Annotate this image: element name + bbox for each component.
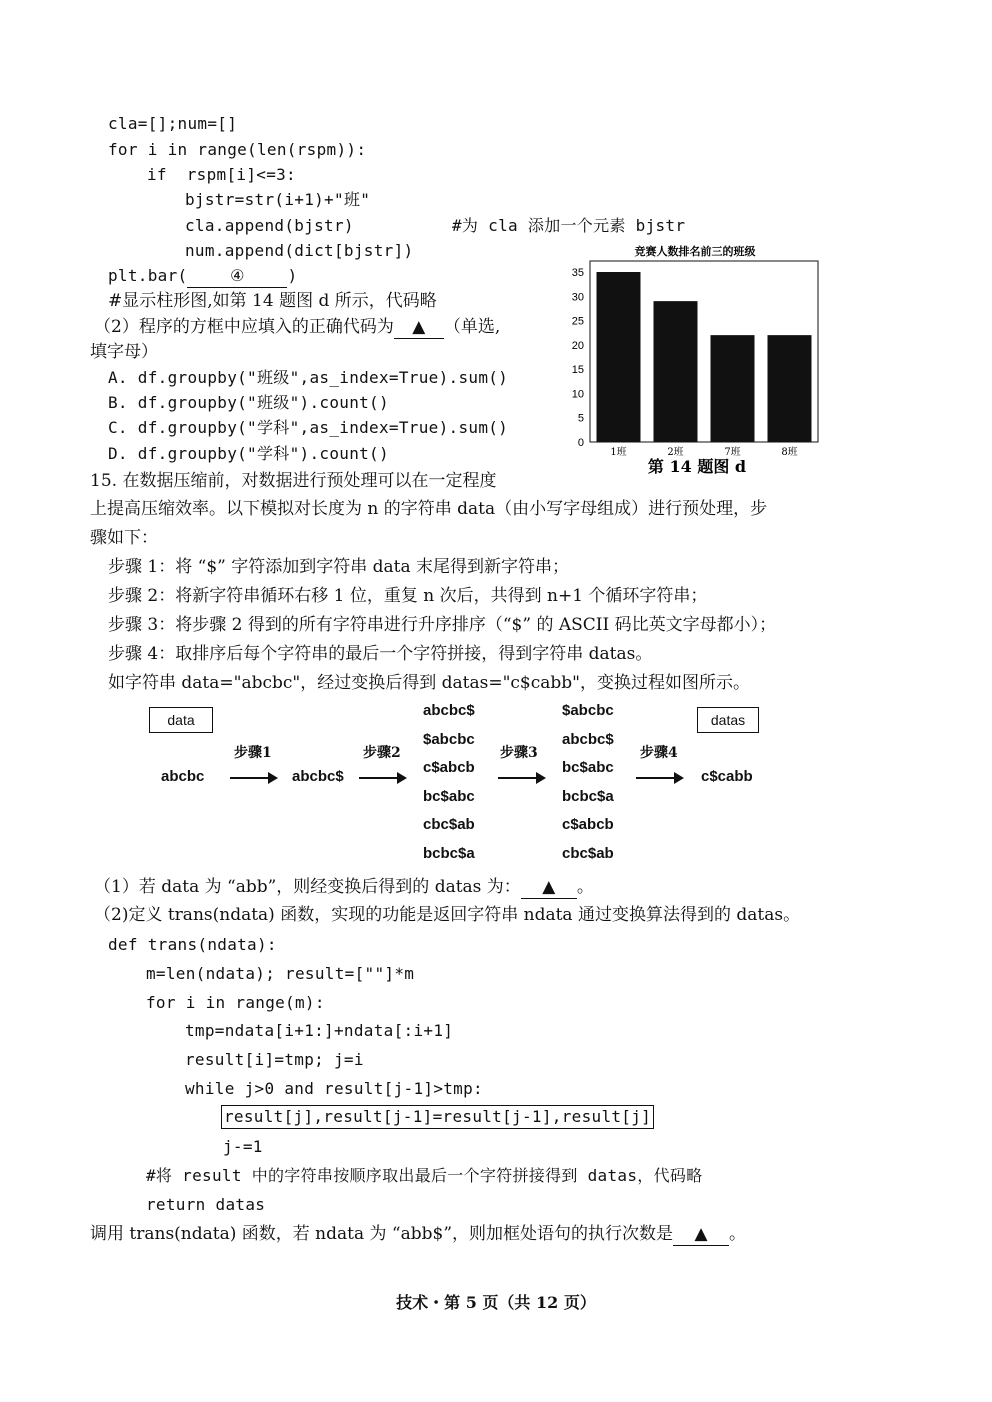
y-tick-label: 25: [571, 315, 584, 328]
step-4-label: 步骤4: [640, 745, 678, 761]
arrow-icon: [498, 777, 544, 779]
option-c: C. df.groupby("学科",as_index=True).sum(): [108, 418, 509, 437]
chart-title: 竞赛人数排名前三的班级: [634, 245, 756, 258]
y-tick-label: 0: [577, 437, 584, 449]
sorted-item: $abcbc: [562, 702, 614, 719]
x-tick-label: 2班: [667, 447, 684, 458]
step-1-label: 步骤1: [234, 745, 272, 761]
rotation-item: bc$abc: [423, 788, 475, 805]
option-d: D. df.groupby("学科").count(): [108, 444, 389, 463]
x-tick-label: 1班: [610, 447, 627, 458]
question-2-line: 填字母）: [90, 342, 158, 362]
code-line: bjstr=str(i+1)+"班": [185, 190, 371, 209]
code-comment: #显示柱形图,如第 14 题图 d 所示，代码略: [108, 291, 437, 311]
arrow-icon: [230, 777, 276, 779]
final-question: 调用 trans(ndata) 函数，若 ndata 为 “abb$”，则加框处语句的执行次数是 ▲ 。: [90, 1224, 747, 1244]
code-line: j-=1: [223, 1137, 263, 1156]
flow-input: abcbc: [161, 768, 205, 785]
code-line: cla=[];num=[]: [108, 114, 238, 133]
code-comment: #将 result 中的字符串按顺序取出最后一个字符拼接得到 datas，代码略: [146, 1166, 703, 1185]
sorted-item: abcbc$: [562, 731, 614, 748]
code-line: num.append(dict[bjstr]): [185, 241, 414, 260]
boxed-statement: result[j],result[j-1]=result[j-1],result[j]: [221, 1105, 654, 1129]
q15-text: 上提高压缩效率。以下模拟对长度为 n 的字符串 data（由小写字母组成）进行预处理，步: [90, 499, 768, 519]
step-1: 步骤 1：将 “$” 字符添加到字符串 data 末尾得到新字符串；: [108, 557, 570, 577]
answer-blank: ▲: [394, 316, 444, 339]
arrow-icon: [636, 777, 682, 779]
step-3: 步骤 3：将步骤 2 得到的所有字符串进行升序排序（“$” 的 ASCII 码比英文字母都小）；: [108, 615, 777, 635]
sorted-item: cbc$ab: [562, 845, 614, 862]
bar: [654, 301, 698, 442]
example-text: 如字符串 data="abcbc"，经过变换后得到 datas="c$cabb"，变换过程如图所示。: [108, 673, 750, 693]
q15-text: 15. 在数据压缩前，对数据进行预处理可以在一定程度: [90, 471, 497, 491]
code-line: while j>0 and result[j-1]>tmp:: [185, 1079, 483, 1098]
code-line: m=len(ndata); result=[""]*m: [146, 964, 415, 983]
rotation-item: c$abcb: [423, 759, 475, 776]
code-line: tmp=ndata[i+1:]+ndata[:i+1]: [185, 1021, 454, 1040]
code-comment: #为 cla 添加一个元素 bjstr: [452, 216, 686, 235]
sorted-item: bc$abc: [562, 759, 614, 776]
code-line: for i in range(m):: [146, 993, 325, 1012]
sub-question-2: （2)定义 trans(ndata) 函数，实现的功能是返回字符串 ndata 通过变换算法得到的 datas。: [94, 905, 801, 925]
flow-output: c$cabb: [701, 768, 753, 785]
rotation-item: $abcbc: [423, 731, 475, 748]
option-a: A. df.groupby("班级",as_index=True).sum(): [108, 368, 509, 387]
code-line: return datas: [146, 1195, 266, 1214]
y-axis: [572, 267, 584, 449]
arrow-icon: [359, 777, 405, 779]
sorted-item: bcbc$a: [562, 788, 614, 805]
datas-box: datas: [697, 707, 759, 733]
step-3-label: 步骤3: [500, 745, 538, 761]
step-2: 步骤 2：将新字符串循环右移 1 位，重复 n 次后，共得到 n+1 个循环字符串；: [108, 586, 708, 606]
code-line: cla.append(bjstr): [185, 216, 354, 235]
q15-text: 骤如下：: [90, 528, 158, 548]
answer-blank: ▲: [521, 876, 577, 899]
y-tick-label: 10: [571, 388, 584, 401]
data-box: data: [149, 707, 213, 733]
bar-chart: [555, 240, 830, 480]
rotation-item: cbc$ab: [423, 816, 475, 833]
page-footer: 技术・第 5 页（共 12 页）: [396, 1293, 596, 1312]
y-tick-label: 15: [571, 364, 584, 377]
code-line: result[i]=tmp; j=i: [185, 1050, 364, 1069]
step-2-label: 步骤2: [363, 745, 401, 761]
answer-blank-4: ④: [187, 265, 287, 288]
sub-question-1: （1）若 data 为 “abb”，则经变换后得到的 datas 为： ▲ 。: [94, 877, 594, 897]
x-tick-label: 8班: [781, 447, 798, 458]
code-line: def trans(ndata):: [108, 935, 277, 954]
bars: [597, 272, 812, 442]
y-tick-label: 5: [577, 412, 584, 425]
flow-after-step1: abcbc$: [292, 768, 344, 785]
bar: [597, 272, 641, 442]
code-line: if rspm[i]<=3:: [147, 165, 296, 184]
rotation-item: abcbc$: [423, 702, 475, 719]
step-4: 步骤 4：取排序后每个字符串的最后一个字符拼接，得到字符串 datas。: [108, 644, 653, 664]
code-line: for i in range(len(rspm)):: [108, 140, 367, 159]
bar: [711, 335, 755, 442]
plt-bar-line: plt.bar( ④ ): [108, 265, 297, 288]
x-tick-label: 7班: [724, 447, 741, 458]
bar: [768, 335, 812, 442]
rotation-item: bcbc$a: [423, 845, 475, 862]
y-tick-label: 20: [571, 339, 584, 352]
y-tick-label: 35: [571, 267, 584, 279]
option-b: B. df.groupby("班级").count(): [108, 393, 389, 412]
sorted-item: c$abcb: [562, 816, 614, 833]
question-2-line: （2）程序的方框中应填入的正确代码为 ▲ （单选,: [94, 317, 501, 337]
y-tick-label: 30: [571, 291, 584, 304]
chart-caption: 第 14 题图 d: [647, 457, 747, 476]
answer-blank: ▲: [673, 1223, 729, 1246]
